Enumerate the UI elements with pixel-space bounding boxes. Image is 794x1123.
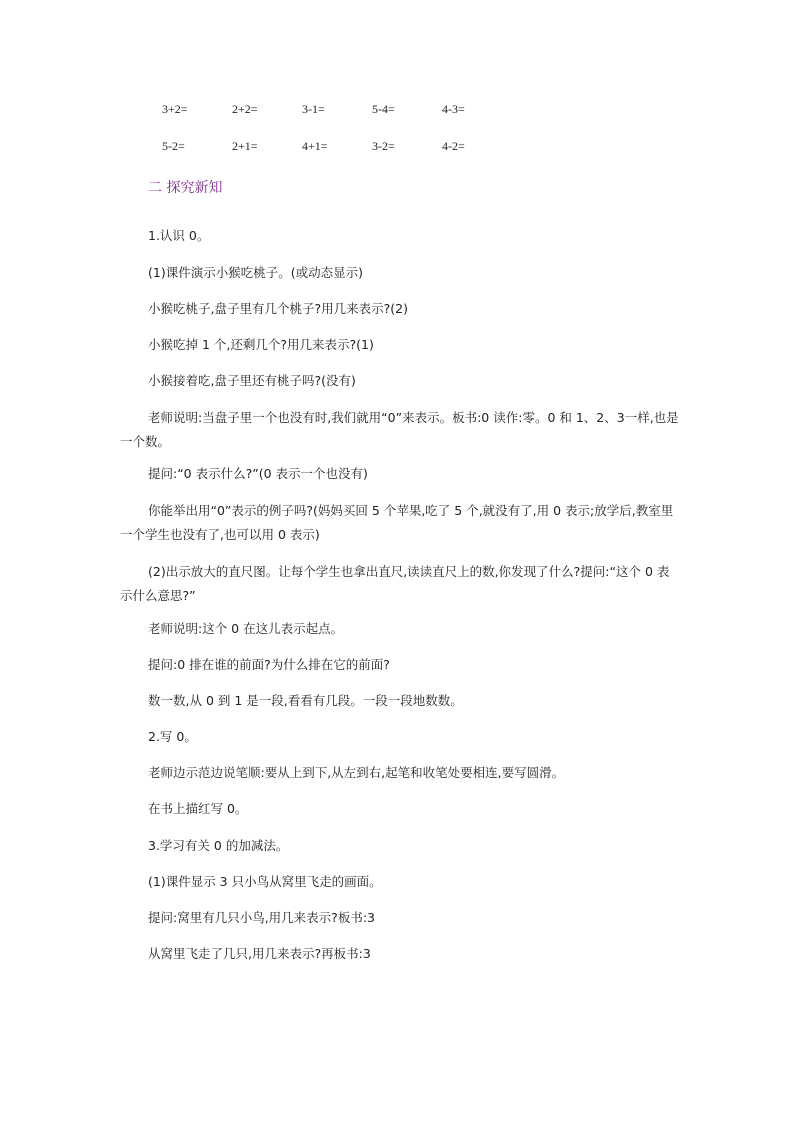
paragraph: 小猴接着吃,盘子里还有桃子吗?(没有) [148,373,356,388]
paragraph: 提问:0 排在谁的前面?为什么排在它的前面? [148,657,390,672]
paragraph: 小猴吃桃子,盘子里有几个桃子?用几来表示?(2) [148,301,408,316]
exercise-item: 5-4= [372,102,395,116]
exercise-row-1 [0,102,794,122]
paragraph: 2.写 0。 [148,729,197,744]
exercise-item: 3-1= [302,102,325,116]
exercise-item: 3+2= [162,102,188,116]
exercise-row-2 [0,139,794,159]
paragraph: 提问:“0 表示什么?”(0 表示一个也没有) [148,466,368,481]
paragraph: 老师说明:当盘子里一个也没有时,我们就用“0”来表示。板书:0 读作:零。0 和 1、2、3一样,也是一个数。 [120,410,679,449]
paragraph: 小猴吃掉 1 个,还剩几个?用几来表示?(1) [148,337,374,352]
paragraph: (1)课件演示小猴吃桃子。(或动态显示) [148,265,363,280]
exercise-item: 4-2= [442,139,465,153]
paragraph: 老师说明:这个 0 在这儿表示起点。 [148,621,344,636]
exercise-item: 2+1= [232,139,258,153]
exercise-item: 4-3= [442,102,465,116]
paragraph: (2)出示放大的直尺图。让每个学生也拿出直尺,读读直尺上的数,你发现了什么?提问:“这个 0 表示什么意思?” [120,564,670,603]
exercise-item: 5-2= [162,139,185,153]
section-heading: 二 探究新知 [148,180,223,196]
paragraph: 数一数,从 0 到 1 是一段,看看有几段。一段一段地数数。 [148,693,463,708]
paragraph: 提问:窝里有几只小鸟,用几来表示?板书:3 [148,910,375,925]
paragraph: 你能举出用“0”表示的例子吗?(妈妈买回 5 个苹果,吃了 5 个,就没有了,用 0 表示;放学后,教室里一个学生也没有了,也可以用 0 表示) [120,503,674,542]
paragraph: 从窝里飞走了几只,用几来表示?再板书:3 [148,946,371,961]
paragraph: 3.学习有关 0 的加减法。 [148,838,289,853]
paragraph: 在书上描红写 0。 [148,801,248,816]
exercise-item: 3-2= [372,139,395,153]
exercise-item: 2+2= [232,102,258,116]
paragraph: (1)课件显示 3 只小鸟从窝里飞走的画面。 [148,874,382,889]
exercise-item: 4+1= [302,139,328,153]
paragraph: 1.认识 0。 [148,228,210,243]
paragraph: 老师边示范边说笔顺:要从上到下,从左到右,起笔和收笔处要相连,要写圆滑。 [148,765,565,780]
